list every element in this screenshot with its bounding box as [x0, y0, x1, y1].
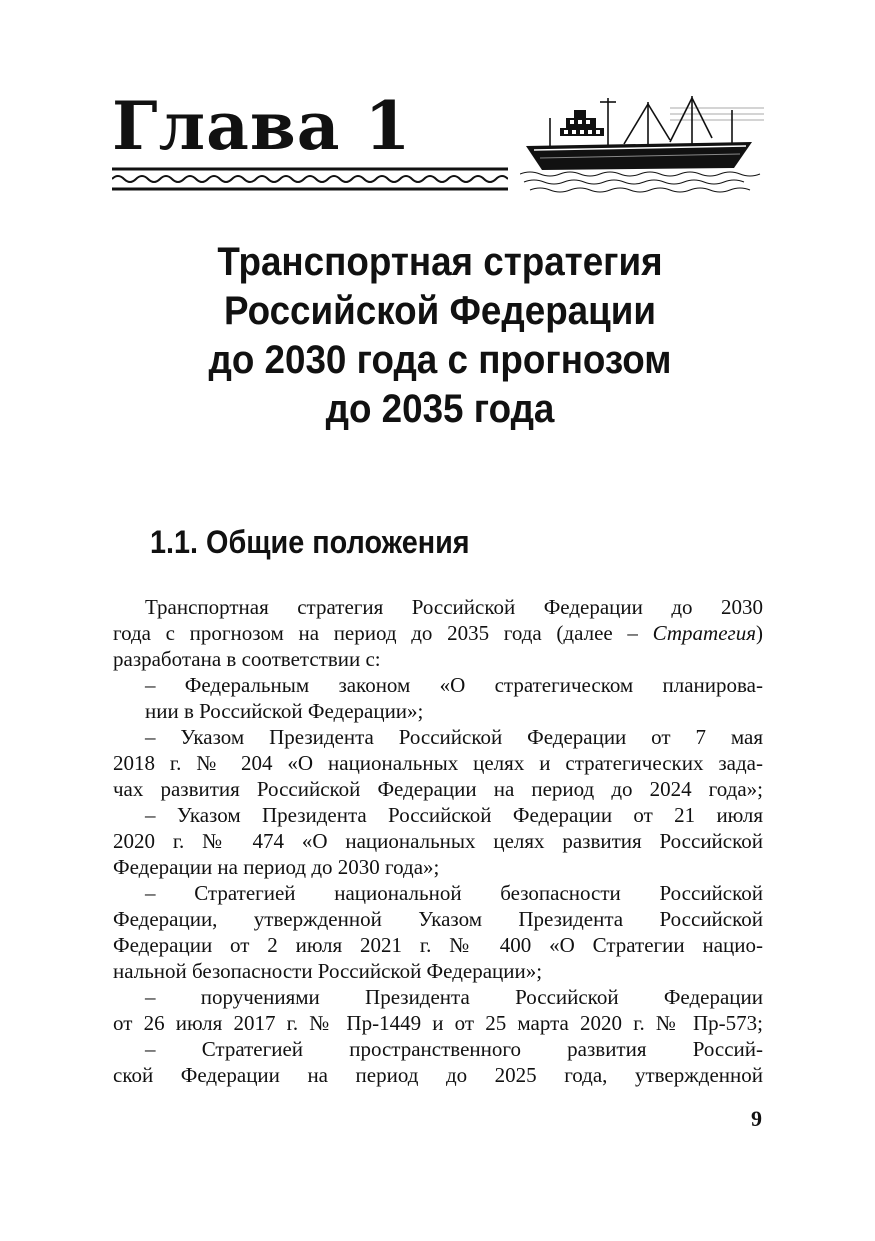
text-line: – Указом Президента Российской Федерации от 21 июля	[145, 803, 763, 827]
chapter-title	[146, 238, 735, 434]
text-line: нии в Российской Федерации»;	[145, 699, 424, 723]
section-heading: 1.1. Общие положения	[150, 524, 470, 560]
text-line: Федерации от 2 июля 2021 г. № 400 «О Стратегии нацио-	[113, 933, 763, 957]
text-line: Федерации, утвержденной Указом Президента Российской	[113, 907, 763, 931]
text-line: нальной безопасности Российской Федерации»;	[113, 959, 543, 983]
chapter-title-line: до 2035 года	[325, 387, 555, 431]
text-line: от 26 июля 2017 г. № Пр-1449 и от 25 марта 2020 г. № Пр-573;	[113, 1011, 763, 1035]
chapter-heading: Глава 1	[112, 87, 412, 165]
text-fragment-italic: Стратегия	[652, 621, 756, 645]
text-line	[113, 620, 763, 646]
text-line: Федерации на период до 2030 года»;	[113, 855, 440, 879]
text-fragment: )	[756, 621, 763, 645]
text-line: – Федеральным законом «О стратегическом планирова-	[145, 673, 763, 697]
chapter-title-line: Российской Федерации	[223, 289, 657, 333]
text-line: – Стратегией пространственного развития Россий-	[145, 1037, 763, 1061]
chapter-title-line: до 2030 года с прогнозом	[208, 338, 672, 382]
text-line: – Стратегией национальной безопасности Российской	[145, 881, 763, 905]
chapter-title-line: Транспортная стратегия	[217, 240, 663, 284]
text-line: Транспортная стратегия Российской Федерации до 2030	[145, 595, 763, 619]
text-line: 2020 г. № 474 «О национальных целях развития Российской	[113, 829, 763, 853]
text-line: ской Федерации на период до 2025 года, утвержденной	[113, 1063, 763, 1087]
cargo-ship-illustration	[520, 88, 764, 200]
wave-ornament	[112, 166, 508, 192]
text-fragment: года с прогнозом на период до 2035 года (далее –	[113, 621, 638, 645]
text-line: 2018 г. № 204 «О национальных целях и стратегических зада-	[113, 751, 763, 775]
text-line: – Указом Президента Российской Федерации от 7 мая	[145, 725, 763, 749]
text-line: разработана в соответствии с:	[113, 647, 381, 671]
page-number: 9	[751, 1106, 762, 1131]
body-text	[113, 594, 763, 1088]
text-line: – поручениями Президента Российской Федерации	[145, 985, 763, 1009]
text-line: чах развития Российской Федерации на период до 2024 года»;	[113, 777, 763, 801]
